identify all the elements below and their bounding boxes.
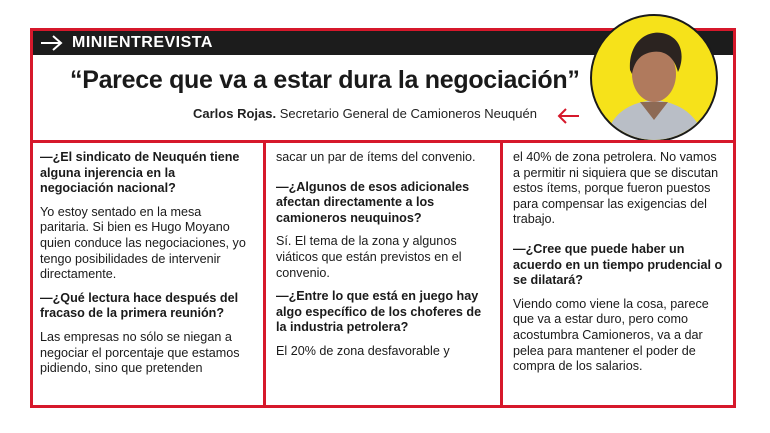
text-column-3 — [513, 150, 725, 383]
column-divider — [500, 143, 503, 406]
question: —¿El sindicato de Neuquén tiene alguna injerencia en la negociación nacional? — [40, 150, 240, 196]
arrow-right-icon — [40, 33, 64, 53]
answer: Sí. El tema de la zona y algunos viáticos que están previstos en el convenio. — [276, 234, 462, 280]
answer: el 40% de zona petrolera. No vamos a permitir ni siquiera que se discutan estos ítems, porque fueron puestos para compensar las exigencias del trabajo. — [513, 150, 719, 227]
portrait-figure — [592, 16, 716, 140]
section-label: MINIENTREVISTA — [72, 34, 213, 51]
text-column-2 — [276, 150, 488, 368]
byline — [193, 105, 537, 123]
text-column-1 — [40, 150, 252, 385]
question: —¿Algunos de esos adicionales afectan directamente a los camioneros neuquinos? — [276, 179, 470, 225]
question: —¿Qué lectura hace después del fracaso de la primera reunión? — [40, 290, 239, 321]
answer: Las empresas no sólo se niegan a negociar el porcentaje que estamos pidiendo, sino que pretenden — [40, 329, 240, 376]
answer: Viendo como viene la cosa, parece que va a estar duro, pero como acostumbra Camioneros, va a dar pelea para mantener el poder de compra de los salarios. — [513, 296, 709, 374]
byline-name: Carlos Rojas. — [193, 106, 277, 121]
question: —¿Cree que puede haber un acuerdo en un tiempo prudencial o se dilatará? — [513, 241, 723, 288]
question: —¿Entre lo que está en juego hay algo específico de los choferes de la industria petrolera? — [276, 289, 482, 335]
answer: El 20% de zona desfavorable y — [276, 343, 450, 358]
header-divider — [33, 140, 733, 143]
headline: “Parece que va a estar dura la negociación” — [70, 66, 580, 94]
byline-role: Secretario General de Camioneros Neuquén — [276, 106, 537, 121]
portrait-photo — [590, 14, 718, 142]
arrow-left-icon — [556, 108, 580, 124]
column-divider — [263, 143, 266, 406]
answer: Yo estoy sentado en la mesa paritaria. Si bien es Hugo Moyano quien conduce las negociaciones, yo tengo posibilidades de intervenir directamente. — [40, 204, 246, 282]
answer: sacar un par de ítems del convenio. — [276, 150, 476, 164]
